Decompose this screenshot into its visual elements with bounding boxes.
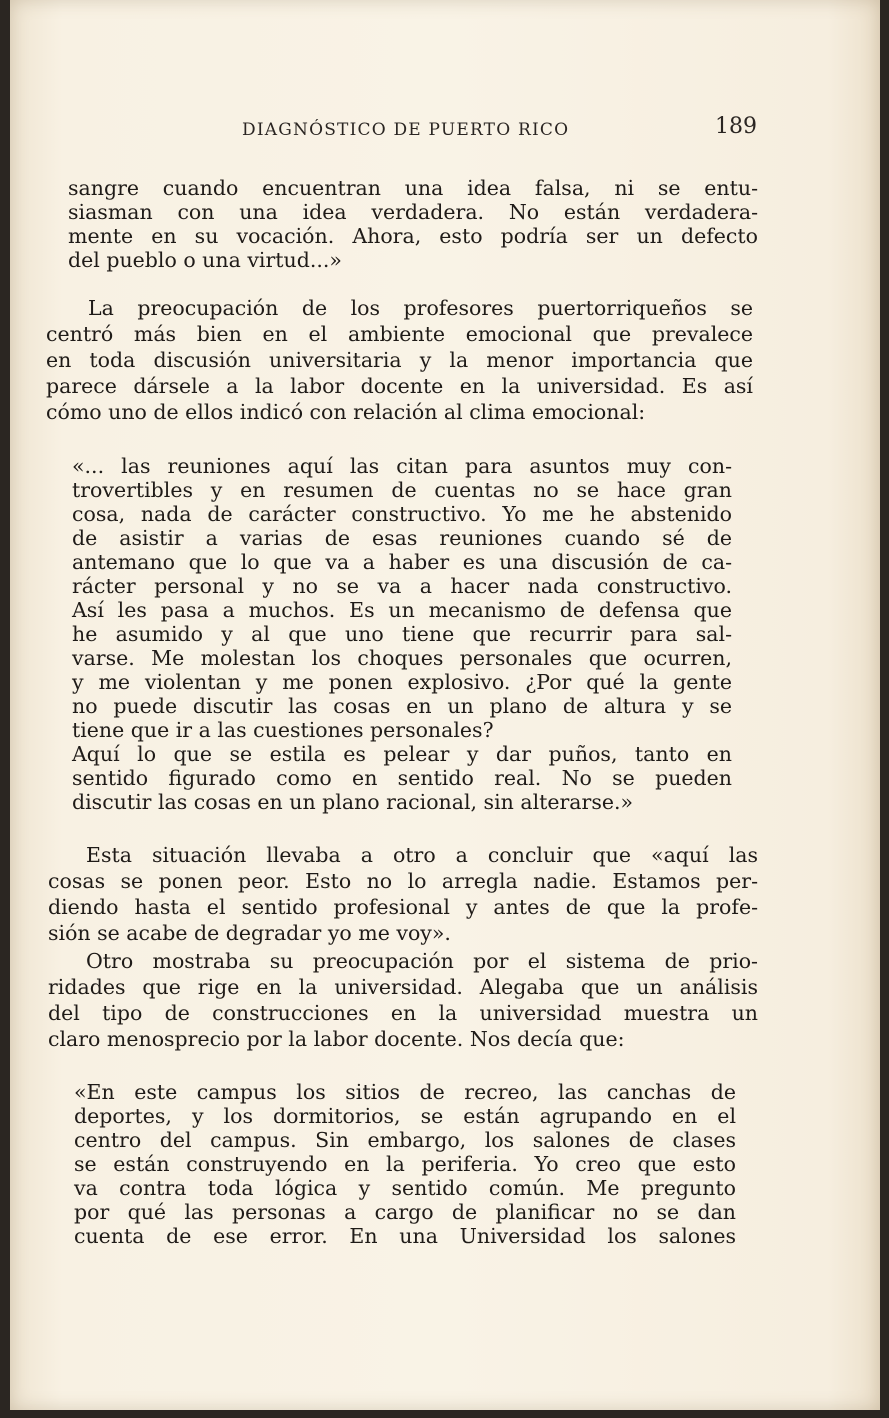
text-line: Así les pasa a muchos. Es un mecanismo de defensa que xyxy=(72,598,732,622)
text-line: centró más bien en el ambiente emocional que prevalece xyxy=(46,322,753,346)
text-line: deportes, y los dormitorios, se están agrupando en el xyxy=(74,1104,736,1128)
text-line: sangre cuando encuentran una idea falsa, ni se entu- xyxy=(68,176,758,200)
text-line: ridades que rige en la universidad. Alegaba que un análisis xyxy=(48,975,758,999)
text-line: de asistir a varias de esas reuniones cuando sé de xyxy=(72,526,732,550)
text-line: en toda discusión universitaria y la menor importancia que xyxy=(46,348,753,372)
text-line: Aquí lo que se estila es pelear y dar puños, tanto en xyxy=(72,742,732,766)
text-line: mente en su vocación. Ahora, esto podría ser un defecto xyxy=(68,224,758,248)
text-line: «... las reuniones aquí las citan para asuntos muy con- xyxy=(72,454,732,478)
text-line: cómo uno de ellos indicó con relación al clima emocional: xyxy=(46,400,646,424)
text-line: diendo hasta el sentido profesional y antes de que la profe- xyxy=(48,895,758,919)
text-line: del pueblo o una virtud...» xyxy=(68,248,342,272)
text-line: rácter personal y no se va a hacer nada constructivo. xyxy=(72,574,732,598)
text-line: cosas se ponen peor. Esto no lo arregla nadie. Estamos per- xyxy=(48,869,758,893)
text-line: cosa, nada de carácter constructivo. Yo me he abstenido xyxy=(72,502,732,526)
running-head: DIAGNÓSTICO DE PUERTO RICO xyxy=(242,120,570,140)
page-number: 189 xyxy=(715,114,757,139)
text-line: centro del campus. Sin embargo, los salones de clases xyxy=(74,1128,736,1152)
text-line: va contra toda lógica y sentido común. Me pregunto xyxy=(74,1176,736,1200)
text-line: parece dársele a la labor docente en la universidad. Es así xyxy=(46,374,753,398)
text-line: varse. Me molestan los choques personales que ocurren, xyxy=(72,646,732,670)
page-header xyxy=(10,112,880,152)
text-line: trovertibles y en resumen de cuentas no se hace gran xyxy=(72,478,732,502)
text-line: Otro mostraba su preocupación por el sistema de prio- xyxy=(86,949,758,973)
text-line: he asumido y al que uno tiene que recurrir para sal- xyxy=(72,622,732,646)
text-line: cuenta de ese error. En una Universidad los salones xyxy=(74,1224,736,1248)
text-line: La preocupación de los profesores puertorriqueños se xyxy=(88,296,753,320)
text-line: Esta situación llevaba a otro a concluir que «aquí las xyxy=(86,843,758,867)
text-line: «En este campus los sitios de recreo, las canchas de xyxy=(74,1080,736,1104)
text-line: antemano que lo que va a haber es una discusión de ca- xyxy=(72,550,732,574)
book-page xyxy=(10,0,880,1410)
text-line: por qué las personas a cargo de planificar no se dan xyxy=(74,1200,736,1224)
text-line: sión se acabe de degradar yo me voy». xyxy=(48,921,451,945)
text-line: se están construyendo en la periferia. Yo creo que esto xyxy=(74,1152,736,1176)
text-line: claro menosprecio por la labor docente. Nos decía que: xyxy=(48,1027,625,1051)
text-line: discutir las cosas en un plano racional, sin alterarse.» xyxy=(72,790,634,814)
text-line: del tipo de construcciones en la universidad muestra un xyxy=(48,1001,758,1025)
text-line: siasman con una idea verdadera. No están verdadera- xyxy=(68,200,758,224)
text-line: no puede discutir las cosas en un plano de altura y se xyxy=(72,694,732,718)
text-line: y me violentan y me ponen explosivo. ¿Por qué la gente xyxy=(72,670,732,694)
text-line: sentido figurado como en sentido real. No se pueden xyxy=(72,766,732,790)
text-line: tiene que ir a las cuestiones personales? xyxy=(72,718,494,742)
